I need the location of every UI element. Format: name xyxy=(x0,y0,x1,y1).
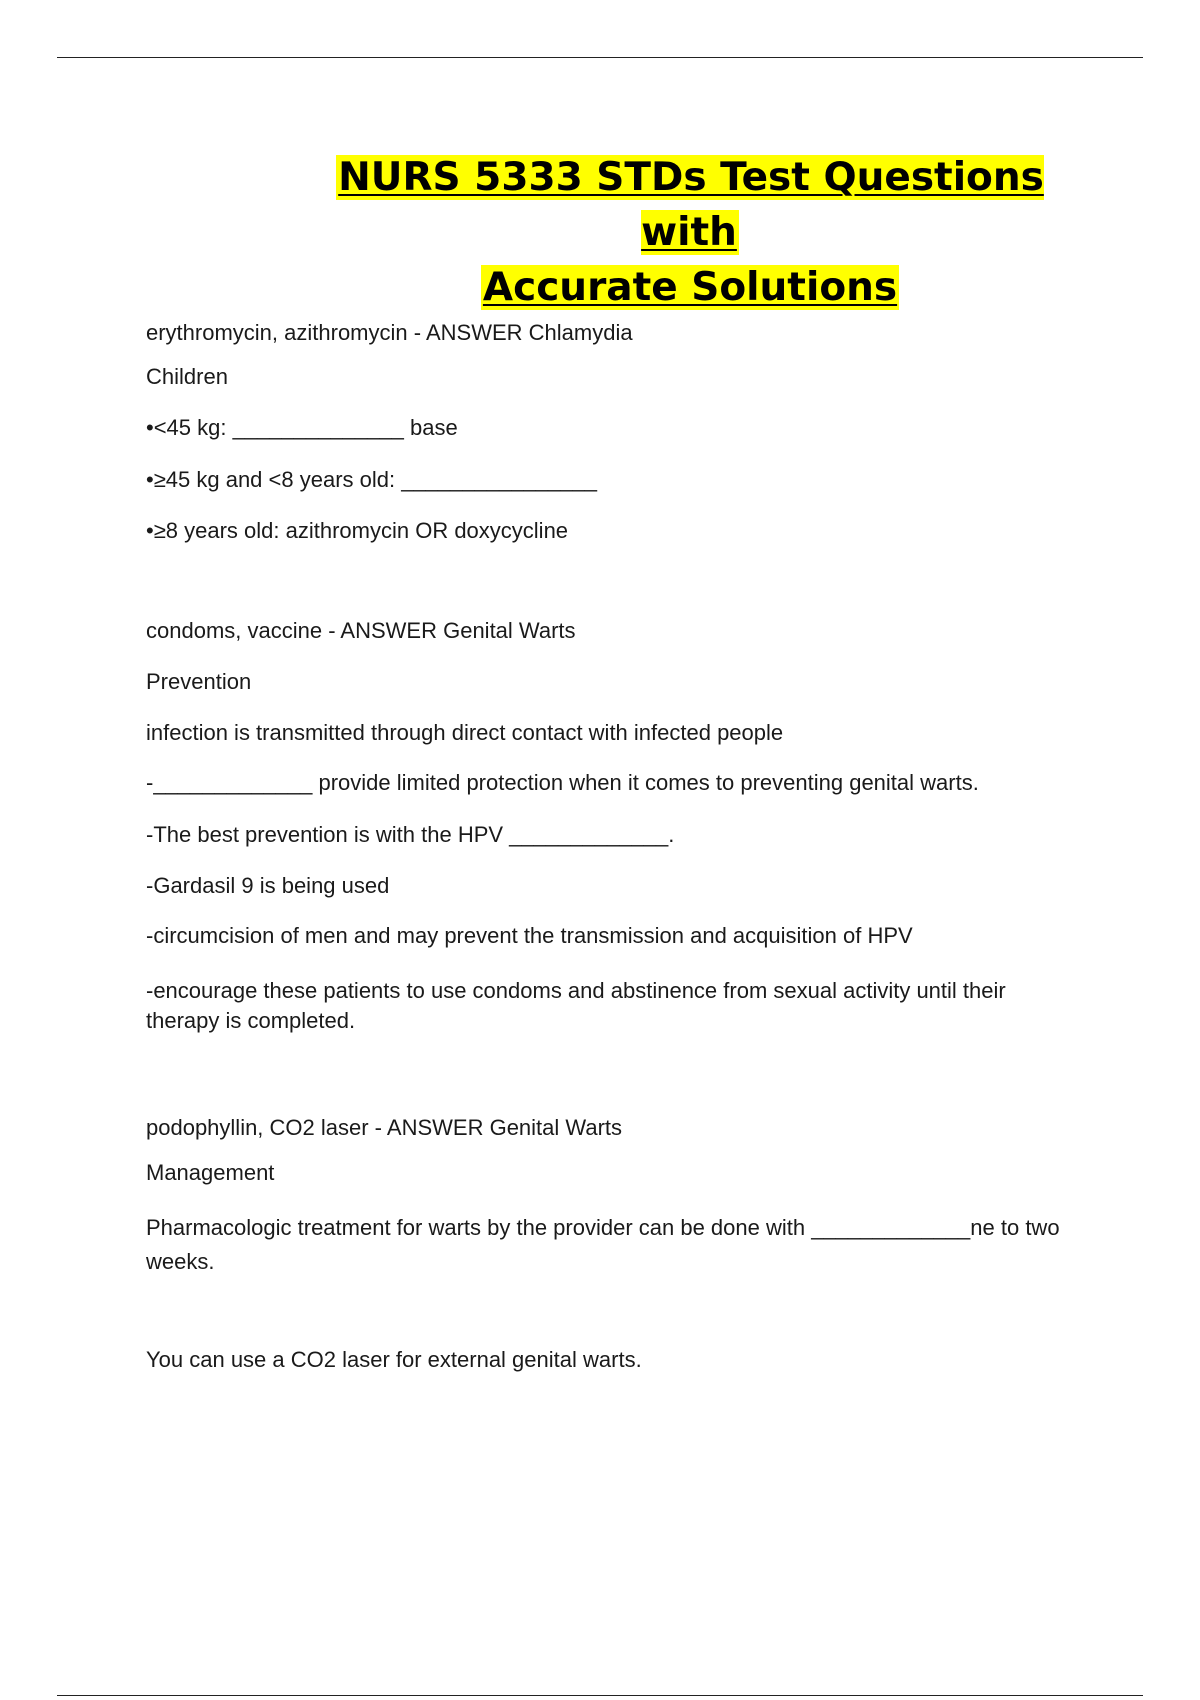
title-line-1: NURS 5333 STDs Test Questions with xyxy=(338,155,1044,255)
question-genital-warts-prevention: condoms, vaccine - ANSWER Genital Warts xyxy=(146,618,576,643)
bullet-item: •≥45 kg and <8 years old: ________________ xyxy=(146,467,597,492)
footer-rule xyxy=(57,1695,1143,1696)
question-genital-warts-management: podophyllin, CO2 laser - ANSWER Genital Warts xyxy=(146,1115,623,1140)
header-rule xyxy=(57,57,1143,58)
text-line: -Gardasil 9 is being used xyxy=(146,873,390,898)
text-line: -_____________ provide limited protection when it comes to preventing genital warts. xyxy=(146,770,979,795)
text-paragraph: Pharmacologic treatment for warts by the provider can be done with _____________ne to two weeks. xyxy=(146,1215,1060,1274)
text-line: You can use a CO2 laser for external genital warts. xyxy=(146,1347,642,1372)
bullet-item: •<45 kg: ______________ base xyxy=(146,415,458,440)
page-title xyxy=(300,150,1080,315)
bullet-item: •≥8 years old: azithromycin OR doxycycline xyxy=(146,518,569,543)
text-line: -circumcision of men and may prevent the transmission and acquisition of HPV xyxy=(146,923,913,948)
section-label-management: Management xyxy=(146,1160,275,1185)
text-line: -The best prevention is with the HPV _____________. xyxy=(146,822,675,847)
text-paragraph: -encourage these patients to use condoms and abstinence from sexual activity until their therapy is completed. xyxy=(146,978,1006,1033)
section-label-children: Children xyxy=(146,364,228,389)
section-label-prevention: Prevention xyxy=(146,669,252,694)
text-line: infection is transmitted through direct contact with infected people xyxy=(146,720,784,745)
question-chlamydia: erythromycin, azithromycin - ANSWER Chlamydia xyxy=(146,320,633,345)
title-line-2: Accurate Solutions xyxy=(482,265,898,310)
